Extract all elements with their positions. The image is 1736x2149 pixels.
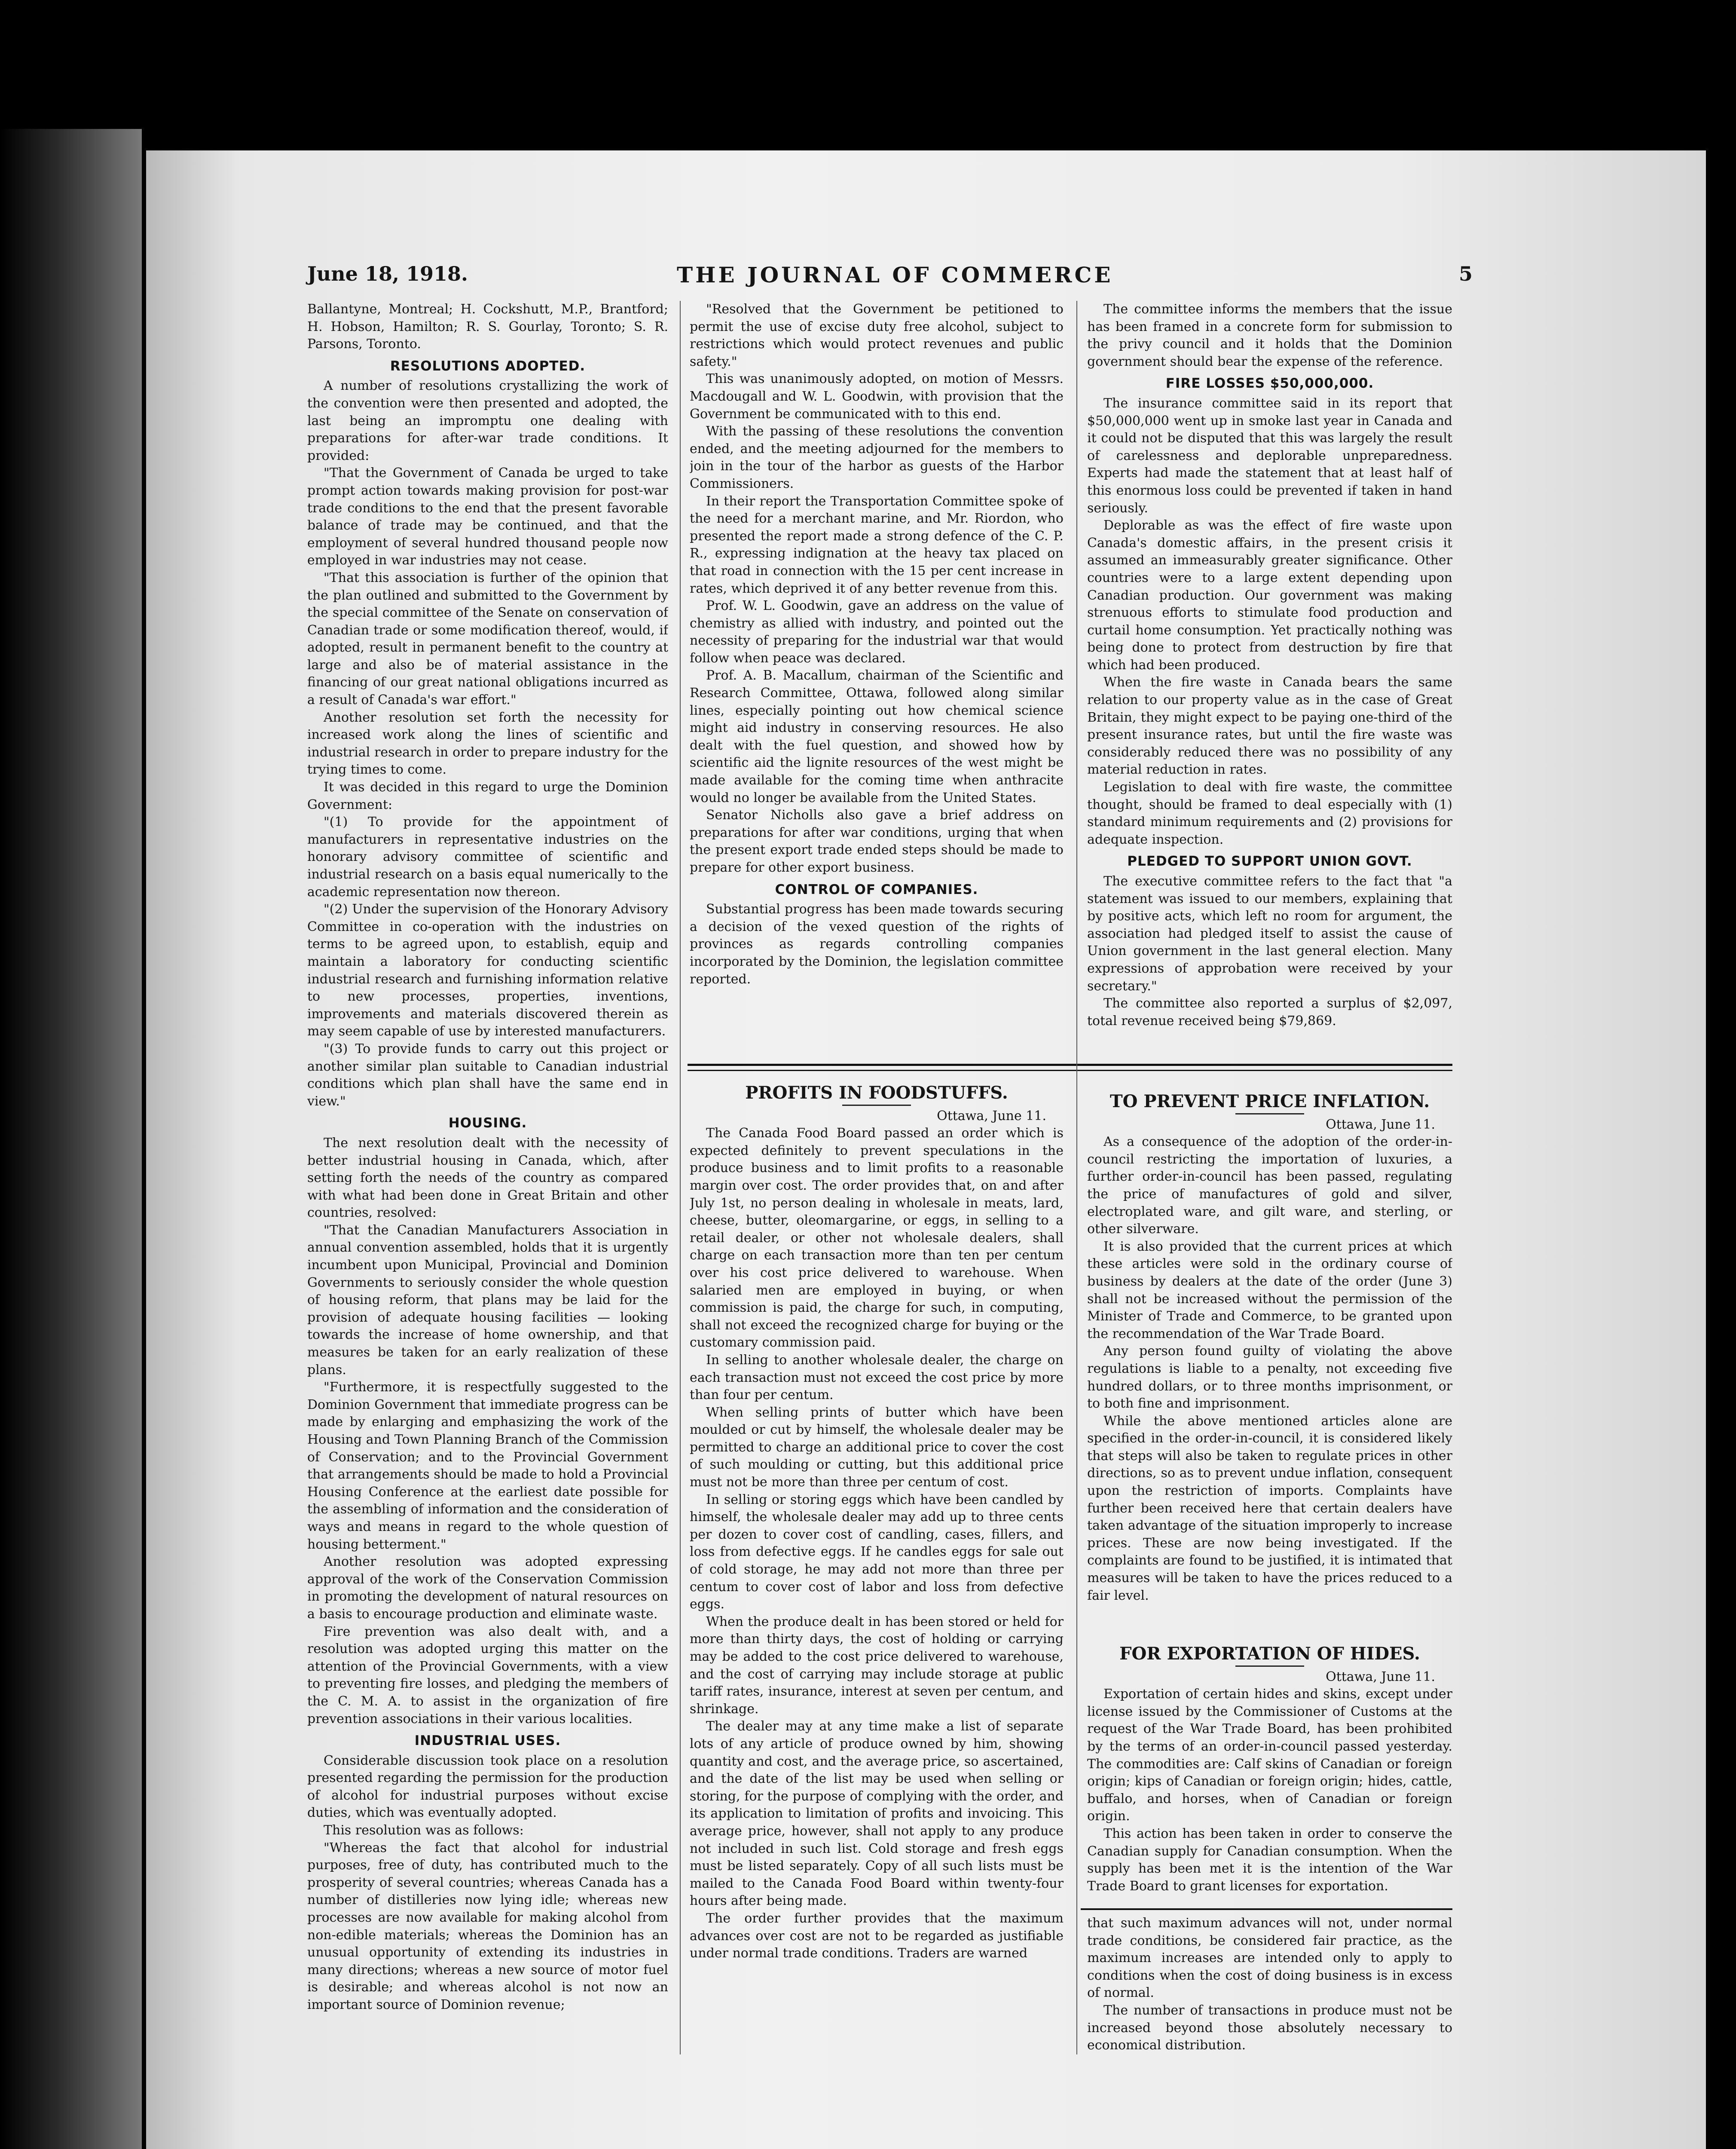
paragraph: "That this association is further of the opinion that the plan outlined and submitted to the Government by the special committee of the Senate on conservation of Canadian trade or some modification thereof, would, if adopted, result in permanent benefit to the country at large and also be of material assistance in the financing of our great national obligations incurred as a result of Canada's war effort." [307, 570, 668, 708]
paragraph: Prof. W. L. Goodwin, gave an address on the value of chemistry as allied with industry, and pointed out the necessity of preparing for the industrial war that would follow when peace was declared. [690, 598, 1064, 666]
paragraph: Another resolution was adopted expressing approval of the work of the Conservation Commission in promoting the development of natural resources on a basis to encourage production and eliminate waste. [307, 1554, 668, 1622]
dateline: Ottawa, June 11. [1326, 1117, 1435, 1132]
paragraph: Considerable discussion took place on a resolution presented regarding the permission for the production of alcohol for industrial purposes without excise duties, which was eventually adopted. [307, 1753, 668, 1821]
paragraph: The committee also reported a surplus of $2,097, total revenue received being $79,869. [1087, 996, 1452, 1029]
paragraph: When the fire waste in Canada bears the same relation to our property value as in the case of Great Britain, they might expect to be paying one-third of the present insurance rates, but until the fire waste was considerably reduced there was no possibility of any material reduction in rates. [1087, 675, 1452, 778]
paragraph: As a consequence of the adoption of the order-in-council restricting the importation of luxuries, a further order-in-council has been passed, regulating the price of manufactures of gold and silver, electroplated ware, and gilt ware, and sterling, or other silverware. [1087, 1134, 1452, 1237]
dateline: Ottawa, June 11. [1326, 1669, 1435, 1684]
paragraph: The executive committee refers to the fact that "a statement was issued to our members, explaining that by positive acts, which left no room for argument, the association had pledged itself to assist the cause of Union government in the last general election. Many expressions of approbation were received by your secretary." [1087, 874, 1452, 994]
paragraph: "That the Government of Canada be urged to take prompt action towards making provision for post-war trade conditions to the end that the present favorable balance of trade may be continued, and that the employment of several hundred thousand people now employed in war industries may not cease. [307, 465, 668, 568]
article-price-inflation [1087, 1090, 1452, 1635]
paragraph: The committee informs the members that the issue has been framed in a concrete form for submission to the privy council and it holds that the Dominion government should bear the expense of the reference. [1087, 302, 1452, 369]
section-divider [688, 1064, 1452, 1066]
paragraph: When the produce dealt in has been stored or held for more than thirty days, the cost of holding or carrying may be added to the cost price delivered to warehouse, and the cost of carrying may include storage at public tariff rates, insurance, interest at seven per centum, and shrinkage. [690, 1614, 1064, 1717]
paragraph: It is also provided that the current prices at which these articles were sold in the ordinary course of business by dealers at the date of the order (June 3) shall not be increased without the permission of the Minister of Trade and Commerce, to be granted upon the recommendation of the War Trade Board. [1087, 1239, 1452, 1341]
paragraph: In selling to another wholesale dealer, the charge on each transaction must not exceed the cost price by more than four per centum. [690, 1352, 1064, 1403]
paragraph: "(3) To provide funds to carry out this project or another similar plan suitable to Canadian industrial conditions which plan shall have the same end in view." [307, 1041, 668, 1109]
paragraph: Another resolution set forth the necessity for increased work along the lines of scientific and industrial research in order to prepare industry for the trying times to come. [307, 710, 668, 778]
title-rule [1235, 1665, 1304, 1667]
paragraph: "That the Canadian Manufacturers Association in annual convention assembled, holds that it is urgently incumbent upon Municipal, Provincial and Dominion Governments to seriously consider the whole question of housing reform, that plans may be laid for the provision of adequate housing facilities — looking towards the increase of home ownership, and that measures be taken for an early realization of these plans. [307, 1222, 668, 1378]
page-number: 5 [1459, 262, 1473, 285]
paragraph: that such maximum advances will not, under normal trade conditions, be considered fair practice, as the maximum increases are intended only to apply to conditions when the cost of doing business is in excess of normal. [1087, 1916, 1452, 2001]
column-rule [680, 301, 681, 2054]
paragraph: Senator Nicholls also gave a brief address on preparations for after war conditions, urging that when the present export trade ended steps should be made to prepare for other export business. [690, 808, 1064, 875]
column-rule [1076, 301, 1077, 2054]
paragraph: "Furthermore, it is respectfully suggested to the Dominion Government that immediate progress can be made by enlarging and emphasizing the work of the Housing and Town Planning Branch of the Commission of Conservation; and to the Provincial Government that arrangements should be made to hold a Provincial Housing Conference at the earliest date possible for the assembling of information and the consideration of ways and means in regard to the whole question of housing betterment." [307, 1380, 668, 1552]
paragraph: "Resolved that the Government be petitioned to permit the use of excise duty free alcohol, subject to restrictions which would protect revenues and public safety." [690, 302, 1064, 369]
paragraph: This action has been taken in order to conserve the Canadian supply for Canadian consumption. When the supply has been met it is the intention of the War Trade Board to grant licenses for exportation. [1087, 1826, 1452, 1894]
section-heading-fire-losses: FIRE LOSSES $50,000,000. [1165, 376, 1374, 392]
paragraph: It was decided in this regard to urge the Dominion Government: [307, 780, 668, 812]
section-heading-resolutions: RESOLUTIONS ADOPTED. [390, 358, 586, 374]
paragraph: A number of resolutions crystallizing the work of the convention were then presented and adopted, the last being an impromptu one dealing with preparations for after-war trade conditions. It provided: [307, 378, 668, 463]
section-divider [688, 1070, 1452, 1071]
article-exportation-of-hides [1087, 1642, 1452, 1904]
dateline: Ottawa, June 11. [937, 1108, 1046, 1123]
section-heading-industrial-uses: INDUSTRIAL USES. [414, 1733, 561, 1749]
paragraph: The Canada Food Board passed an order which is expected definitely to prevent speculations in the produce business and to limit profits to a reasonable margin over cost. The order provides that, on and after July 1st, no person dealing in wholesale in meats, lard, cheese, butter, oleomargarine, or eggs, in selling to a retail dealer, or other not wholesale dealers, shall charge on each transaction more than ten per centum over his cost price delivered to warehouse. When salaried men are employed in buying, or when commission is paid, the charge for such, in computing, shall not exceed the recognized charge for buying or the customary commission paid. [690, 1126, 1064, 1350]
paragraph: Deplorable as was the effect of fire waste upon Canada's domestic affairs, in the present crisis it assumed an immeasurably greater significance. Other countries were to a large extent depending upon Canadian production. Our government was making strenuous efforts to stimulate food production and curtail home consumption. Yet practically nothing was being done to protect from destruction by fire that which had been produced. [1087, 518, 1452, 673]
paragraph: Fire prevention was also dealt with, and a resolution was adopted urging this matter on the attention of the Provincial Governments, with a view to preventing fire losses, and pledging the members of the C. M. A. to assist in the organization of fire prevention associations in their various localities. [307, 1624, 668, 1727]
paragraph: Legislation to deal with fire waste, the committee thought, should be framed to deal especially with (1) standard minimum requirements and (2) provisions for adequate inspection. [1087, 780, 1452, 847]
paragraph: This was unanimously adopted, on motion of Messrs. Macdougall and W. L. Goodwin, with provision that the Government be communicated with to this end. [690, 371, 1064, 422]
paragraph: Prof. A. B. Macallum, chairman of the Scientific and Research Committee, Ottawa, followed along similar lines, especially pointing out how chemical science might aid industry in conserving resources. He also dealt with the fuel question, and showed how by scientific aid the lignite resources of the west might be made available for the coming time when anthracite would no longer be available from the United States. [690, 668, 1064, 805]
issue-date: June 18, 1918. [307, 262, 468, 285]
paragraph: Substantial progress has been made towards securing a decision of the vexed question of the rights of provinces as regards controlling companies incorporated by the Dominion, the legislation committee reported. [690, 902, 1064, 987]
paragraph: Any person found guilty of violating the above regulations is liable to a penalty, not exceeding five hundred dollars, or to three months imprisonment, or to both fine and imprisonment. [1087, 1344, 1452, 1411]
paragraph: In their report the Transportation Committee spoke of the need for a merchant marine, and Mr. Riordon, who presented the report made a strong defence of the C. P. R., expressing indignation at the heavy tax placed on that road in connection with the 15 per cent increase in rates, which deprived it of any better revenue from this. [690, 493, 1064, 596]
column-middle-top [690, 301, 1064, 1053]
paragraph: "(1) To provide for the appointment of manufacturers in representative industries on the honorary advisory committee of scientific and industrial research on a basis equal numerically to the academic representation now thereon. [307, 814, 668, 900]
paragraph: "(2) Under the supervision of the Honorary Advisory Committee in co-operation with the industries on terms to be agreed upon, to establish, equip and maintain a laboratory for conducting scientific industrial research and furnishing information relative to new processes, properties, inventions, improvements and materials discovered therein as may seem capable of use by interested manufacturers. [307, 902, 668, 1039]
paragraph: With the passing of these resolutions the convention ended, and the meeting adjourned for the members to join in the tour of the harbor as guests of the Harbor Commissioners. [690, 424, 1064, 491]
section-divider [1081, 1908, 1452, 1910]
column-left [307, 301, 668, 2046]
paragraph: While the above mentioned articles alone are specified in the order-in-council, it is considered likely that steps will also be taken to regulate prices in other directions, so as to prevent undue inflation, consequent upon the restriction of imports. Complaints have further been received here that certain dealers have taken advantage of the situation improperly to increase prices. These are now being investigated. If the complaints are found to be justified, it is intimated that measures will be taken to have the prices reduced to a fair level. [1087, 1413, 1452, 1603]
article-title: TO PREVENT PRICE INFLATION. [1109, 1091, 1430, 1111]
article-title: PROFITS IN FOODSTUFFS. [745, 1083, 1008, 1103]
paragraph: "Whereas the fact that alcohol for industrial purposes, free of duty, has contributed much to the prosperity of several countries; whereas Canada has a number of distilleries now lying idle; whereas new processes are now available for making alcohol from non-edible materials; whereas the Dominion has an unusual opportunity of extending its industries in many directions; whereas a new source of motor fuel is desirable; and whereas alcohol is not now an important source of Dominion revenue; [307, 1840, 668, 2012]
paragraph: The next resolution dealt with the necessity of better industrial housing in Canada, which, after setting forth the needs of the country as compared with what had been done in Great Britain and other countries, resolved: [307, 1135, 668, 1221]
article-title: FOR EXPORTATION OF HIDES. [1119, 1644, 1420, 1664]
masthead-title: THE JOURNAL OF COMMERCE [677, 262, 1113, 288]
paragraph: The dealer may at any time make a list of separate lots of any article of produce owned by him, showing quantity and cost, and the average price, so ascertained, and the date of the list may be used when selling or storing, for the purpose of complying with the order, and its application to limitation of profits and invoicing. This average price, however, shall not apply to any produce not included in such list. Cold storage and fresh eggs must be listed separately. Copy of all such lists must be mailed to the Canada Food Board within twenty-four hours after being made. [690, 1719, 1064, 1909]
paragraph: This resolution was as follows: [324, 1823, 524, 1838]
article-continuation [1087, 1915, 1452, 2052]
paragraph: In selling or storing eggs which have been candled by himself, the wholesale dealer may add up to three cents per dozen to cover cost of candling, cases, fillers, and loss from defective eggs. If he candles eggs for sale out of cold storage, he may add not more than three per centum to cover cost of labor and loss from defective eggs. [690, 1492, 1064, 1612]
paragraph: The insurance committee said in its report that $50,000,000 went up in smoke last year in Canada and it could not be disputed that this was largely the result of carelessness and deplorable unpreparedness. Experts had made the statement that at least half of this enormous loss could be prevented if taken in hand seriously. [1087, 395, 1452, 516]
paragraph: The number of transactions in produce must not be increased beyond those absolutely necessary to economical distribution. [1087, 2002, 1452, 2052]
section-heading-control-of-companies: CONTROL OF COMPANIES. [775, 882, 978, 897]
scanner-edge [0, 129, 142, 2149]
section-heading-housing: HOUSING. [448, 1115, 527, 1131]
paragraph: When selling prints of butter which have been moulded or cut by himself, the wholesale dealer may be permitted to charge an additional price to cover the cost of such moulding or cutting, but this additional price must not be more than three per centum of cost. [690, 1405, 1064, 1490]
paragraph: Ballantyne, Montreal; H. Cockshutt, M.P., Brantford; H. Hobson, Hamilton; R. S. Gourlay, Toronto; S. R. Parsons, Toronto. [307, 302, 668, 352]
title-rule [1235, 1113, 1304, 1114]
paragraph: Exportation of certain hides and skins, except under license issued by the Commissioner of Customs at the request of the War Trade Board, has been prohibited by the terms of an order-in-council passed yesterday. The commodities are: Calf skins of Canadian or foreign origin; kips of Canadian or foreign origin; hides, cattle, buffalo, and horses, when of Canadian or foreign origin. [1087, 1687, 1452, 1824]
section-heading-pledged: PLEDGED TO SUPPORT UNION GOVT. [1127, 854, 1412, 869]
paragraph: The order further provides that the maximum advances over cost are not to be regarded as justifiable under normal trade conditions. Traders are warned [690, 1910, 1064, 1961]
column-right-top [1087, 301, 1452, 1062]
article-profits-in-foodstuffs [690, 1081, 1064, 2057]
title-rule [842, 1105, 911, 1106]
